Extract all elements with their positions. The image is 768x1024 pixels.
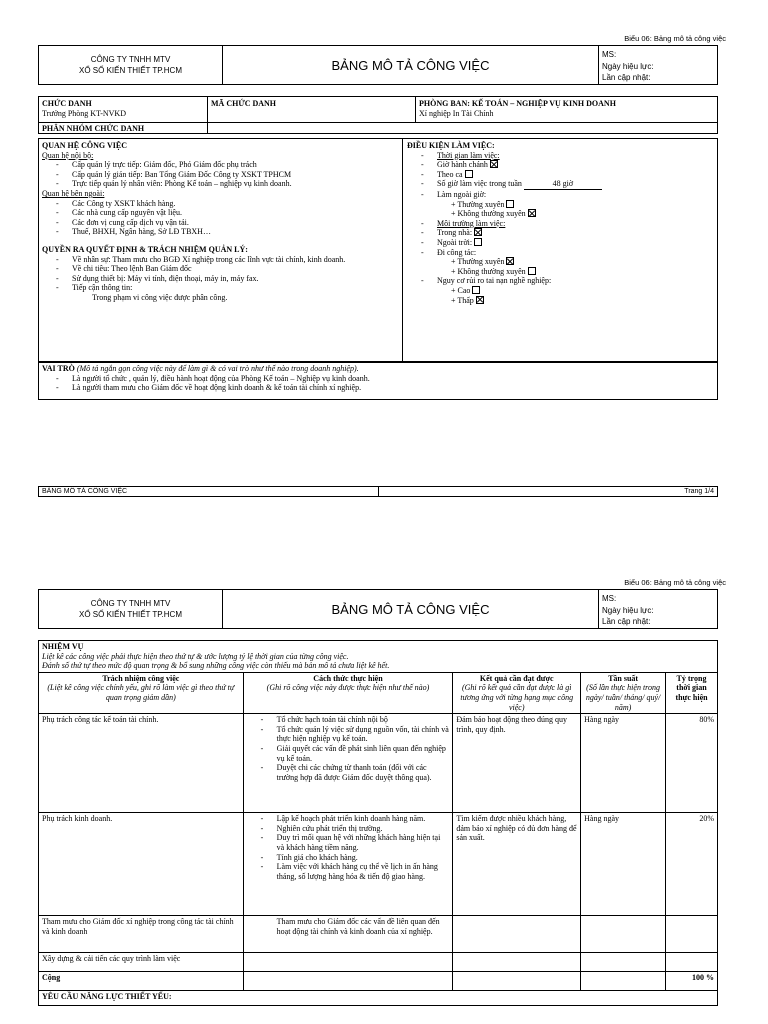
company-name: [39, 590, 223, 628]
form-label: Biểu 06: Bảng mô tả công việc: [624, 34, 726, 43]
column-note: (Liệt kê công việc chính yếu, ghi rõ làm việc gì theo thứ tự quan trọng giảm dần): [47, 683, 235, 702]
document-meta: [599, 590, 717, 628]
list-item: - Cấp quản lý gián tiếp: Ban Tổng Giám Đốc Công ty XSKT TPHCM: [56, 170, 397, 180]
page-footer: [38, 486, 718, 497]
task-cell: Phụ trách kinh doanh.: [39, 813, 244, 916]
table-row: [39, 953, 718, 972]
department-label: PHÒNG BAN: KẾ TOÁN – NGHIỆP VỤ KINH DOANH: [419, 99, 616, 108]
task-cell: Xây dựng & cải tiến các quy trình làm việc: [39, 953, 244, 972]
result-cell: Tìm kiếm được nhiều khách hàng, đảm bảo xí nghiệp có đủ đơn hàng để sản xuất.: [453, 813, 581, 916]
environment-label: Môi trường làm việc:: [437, 218, 506, 228]
list-item: - Tổ chức hạch toán tài chính nội bộ: [261, 715, 450, 725]
role-title: VAI TRÒ: [42, 364, 75, 373]
column-note: (Ghi rõ công việc này được thực hiện như thế nào): [266, 683, 430, 693]
total-label: Cộng: [39, 972, 244, 991]
tasks-title: NHIỆM VỤ: [42, 642, 84, 651]
column-header: Tỷ trọng thời gian thực hiện: [675, 673, 708, 702]
unchecked-checkbox-icon: [474, 238, 482, 246]
checked-checkbox-icon: [528, 209, 536, 217]
unchecked-checkbox-icon: [472, 286, 480, 294]
column-header: Tần suất: [608, 673, 639, 683]
column-note: (Ghi rõ kết quả cần đạt được là gì tương ứng với từng hạng mục công việc): [460, 683, 574, 712]
method-cell: Tham mưu cho Giám đốc các vấn đề liên quan đến hoạt động tài chính và kinh doanh của xí nghiệp.: [243, 916, 453, 953]
frequency-cell: Hàng ngày: [581, 714, 666, 813]
job-title-label: CHỨC DANH: [42, 99, 92, 108]
share-cell: 80%: [666, 714, 718, 813]
job-code-label: MÃ CHỨC DANH: [211, 99, 277, 108]
company-line-1: CÔNG TY TNHH MTV: [90, 599, 171, 608]
competency-title: YÊU CẦU NĂNG LỰC THIẾT YẾU:: [39, 991, 718, 1006]
method-cell: [243, 953, 453, 972]
overtime-regular-label: + Thường xuyên: [451, 199, 505, 209]
conditions-title: ĐIỀU KIỆN LÀM VIỆC:: [407, 141, 495, 150]
external-relations-title: Quan hệ bên ngoài:: [42, 188, 105, 198]
unchecked-checkbox-icon: [506, 200, 514, 208]
list-item: - Thuế, BHXH, Ngân hàng, Sở LĐ TBXH…: [56, 227, 397, 237]
company-line-2: XỔ SỐ KIẾN THIẾT TP.HCM: [79, 66, 182, 75]
work-relations-title: QUAN HỆ CÔNG VIỆC: [42, 141, 127, 150]
tasks-table: [38, 640, 718, 1006]
list-item: - Các đơn vị cung cấp dịch vụ vận tải.: [56, 218, 397, 228]
list-item: - Là người tổ chức , quản lý, điều hành hoạt động của Phòng Kế toán – Nghiệp vụ kinh doanh.: [56, 374, 714, 384]
column-header: Trách nhiệm công việc: [102, 673, 180, 683]
list-item: - Sử dụng thiết bị: Máy vi tính, điện thoại, máy in, máy fax.: [56, 274, 391, 284]
job-info-table: [38, 96, 718, 134]
hours-label: Số giờ làm việc trong tuần: [437, 179, 522, 189]
ms-field: MS:: [602, 594, 617, 603]
checked-checkbox-icon: [476, 296, 484, 304]
role-section: [38, 362, 718, 400]
share-cell: 20%: [666, 813, 718, 916]
company-line-1: CÔNG TY TNHH MTV: [90, 55, 171, 64]
shift-label: Theo ca: [437, 169, 463, 179]
travel-regular-label: + Thường xuyên: [451, 257, 505, 267]
list-item: - Tính giá cho khách hàng.: [261, 853, 450, 863]
list-item: - Duy trì mối quan hệ với những khách hàng hiện tại và khách hàng tiềm năng.: [261, 833, 450, 852]
company-name: [39, 46, 223, 84]
effective-date-field: Ngày hiệu lực:: [602, 61, 654, 71]
checked-checkbox-icon: [490, 160, 498, 168]
table-row: [39, 714, 718, 813]
info-scope: Trong phạm vi công việc được phân công.: [92, 292, 228, 302]
column-header: Cách thức thực hiện: [313, 673, 383, 683]
indoor-label: Trong nhà:: [437, 228, 473, 238]
total-row: [39, 972, 718, 991]
method-cell: [243, 813, 453, 916]
task-cell: Tham mưu cho Giám đốc xí nghiệp trong công tác tài chính và kinh doanh: [39, 916, 244, 953]
tasks-hint: Đánh số thứ tự theo mức độ quan trọng & bổ sung những công việc còn thiếu mà bản mô tả chưa liệt kê hết.: [42, 661, 390, 671]
task-cell: Phụ trách công tác kế toán tài chính.: [39, 714, 244, 813]
role-hint: (Mô tả ngắn gọn công việc này để làm gì & có vai trò như thế nào trong doanh nghiệp).: [76, 364, 359, 373]
result-cell: Đảm bảo hoạt động theo đúng quy trình, quy định.: [453, 714, 581, 813]
list-item: - Trực tiếp quản lý nhân viên: Phòng Kế toán – nghiệp vụ kinh doanh.: [56, 179, 397, 189]
risk-label: Nguy cơ rủi ro tai nạn nghề nghiệp:: [437, 276, 552, 286]
document-header: [38, 589, 718, 629]
column-header: Kết quả cần đạt được: [479, 673, 554, 683]
page-number: Trang 1/4: [684, 488, 714, 495]
form-label: Biểu 06: Bảng mô tả công việc: [624, 578, 726, 587]
share-cell: [666, 953, 718, 972]
list-item: - Tiếp cận thông tin:: [56, 283, 391, 293]
list-item: - Về nhân sự: Tham mưu cho BGĐ Xí nghiệp trong các lĩnh vực tài chính, kinh doanh.: [56, 255, 391, 265]
document-header: [38, 45, 718, 85]
risk-high-label: + Cao: [451, 285, 471, 295]
table-row: [39, 813, 718, 916]
list-item: - Tổ chức quản lý việc sử dụng nguồn vốn, tài chính và thực hiện nghiệp vụ kế toán.: [261, 725, 450, 744]
frequency-cell: [581, 953, 666, 972]
total-value: 100 %: [666, 972, 718, 991]
list-item: - Là người tham mưu cho Giám đốc về hoạt động kinh doanh & kế toán tài chính xí nghiệp.: [56, 383, 714, 393]
list-item: - Giải quyết các vấn đề phát sinh liên quan đến nghiệp vụ kế toán.: [261, 744, 450, 763]
frequency-cell: [581, 916, 666, 953]
work-time-label: Thời gian làm việc:: [437, 150, 500, 160]
authority-title: QUYỀN RA QUYẾT ĐỊNH & TRÁCH NHIỆM QUẢN LÝ:: [42, 244, 248, 254]
unchecked-checkbox-icon: [465, 170, 473, 178]
footer-title: BẢNG MÔ TẢ CÔNG VIỆC: [42, 488, 128, 495]
travel-irregular-label: + Không thường xuyên: [451, 266, 526, 276]
unchecked-checkbox-icon: [528, 267, 536, 275]
share-cell: [666, 916, 718, 953]
method-cell: [243, 714, 453, 813]
relations-conditions-box: [38, 138, 718, 362]
document-title: BẢNG MÔ TẢ CÔNG VIỆC: [223, 590, 599, 628]
list-item: - Cấp quản lý trực tiếp: Giám đốc, Phó Giám đốc phụ trách: [56, 160, 397, 170]
effective-date-field: Ngày hiệu lực:: [602, 605, 654, 615]
overtime-irregular-label: + Không thường xuyên: [451, 209, 526, 219]
table-row: [39, 916, 718, 953]
working-conditions-section: [407, 141, 712, 305]
document-title: BẢNG MÔ TẢ CÔNG VIỆC: [223, 46, 599, 84]
update-count-field: Lần cập nhật:: [602, 73, 651, 82]
risk-low-label: + Thấp: [451, 295, 474, 305]
checked-checkbox-icon: [474, 228, 482, 236]
list-item: - Các Công ty XSKT khách hàng.: [56, 199, 397, 209]
update-count-field: Lần cập nhật:: [602, 617, 651, 626]
list-item: - Làm việc với khách hàng cụ thể về lịch in ấn hàng tháng, số lượng hàng hóa & tiến độ giao hàng.: [261, 862, 450, 881]
ms-field: MS:: [602, 50, 617, 59]
list-item: - Nghiên cứu phát triển thị trường.: [261, 824, 450, 834]
document-meta: [599, 46, 717, 84]
table-header-row: [39, 672, 718, 713]
column-note: (Số lần thực hiện trong ngày/ tuần/ tháng/ quý/ năm): [585, 683, 661, 712]
list-item: - Lập kế hoạch phát triển kinh doanh hàng năm.: [261, 814, 450, 824]
office-hours-label: Giờ hành chánh: [437, 160, 488, 170]
hours-value: 48 giờ: [524, 179, 602, 190]
internal-relations-title: Quan hệ nội bộ:: [42, 150, 94, 160]
frequency-cell: Hàng ngày: [581, 813, 666, 916]
company-line-2: XỔ SỐ KIẾN THIẾT TP.HCM: [79, 610, 182, 619]
work-relations-section: [42, 141, 397, 303]
outdoor-label: Ngoài trời:: [437, 237, 473, 247]
result-cell: [453, 953, 581, 972]
result-cell: [453, 916, 581, 953]
travel-label: Đi công tác:: [437, 247, 477, 257]
list-item: - Các nhà cung cấp nguyên vật liệu.: [56, 208, 397, 218]
checked-checkbox-icon: [506, 257, 514, 265]
job-group-label: PHÂN NHÓM CHỨC DANH: [42, 124, 145, 133]
overtime-label: Làm ngoài giờ:: [437, 189, 487, 199]
job-title-value: Trưởng Phòng KT-NVKD: [42, 109, 126, 118]
list-item: - Duyệt chi các chứng từ thanh toán (đối với các trường hợp đã được Giám đốc duyệt thông qua).: [261, 763, 450, 782]
department-value: Xí nghiệp In Tài Chính: [419, 109, 494, 118]
tasks-header: [39, 641, 718, 673]
tasks-hint: Liệt kê các công việc phải thực hiện theo thứ tự & ước lượng tỷ lệ thời gian của từng công việc.: [42, 651, 349, 661]
list-item: - Về chi tiêu: Theo lệnh Ban Giám đốc: [56, 264, 391, 274]
